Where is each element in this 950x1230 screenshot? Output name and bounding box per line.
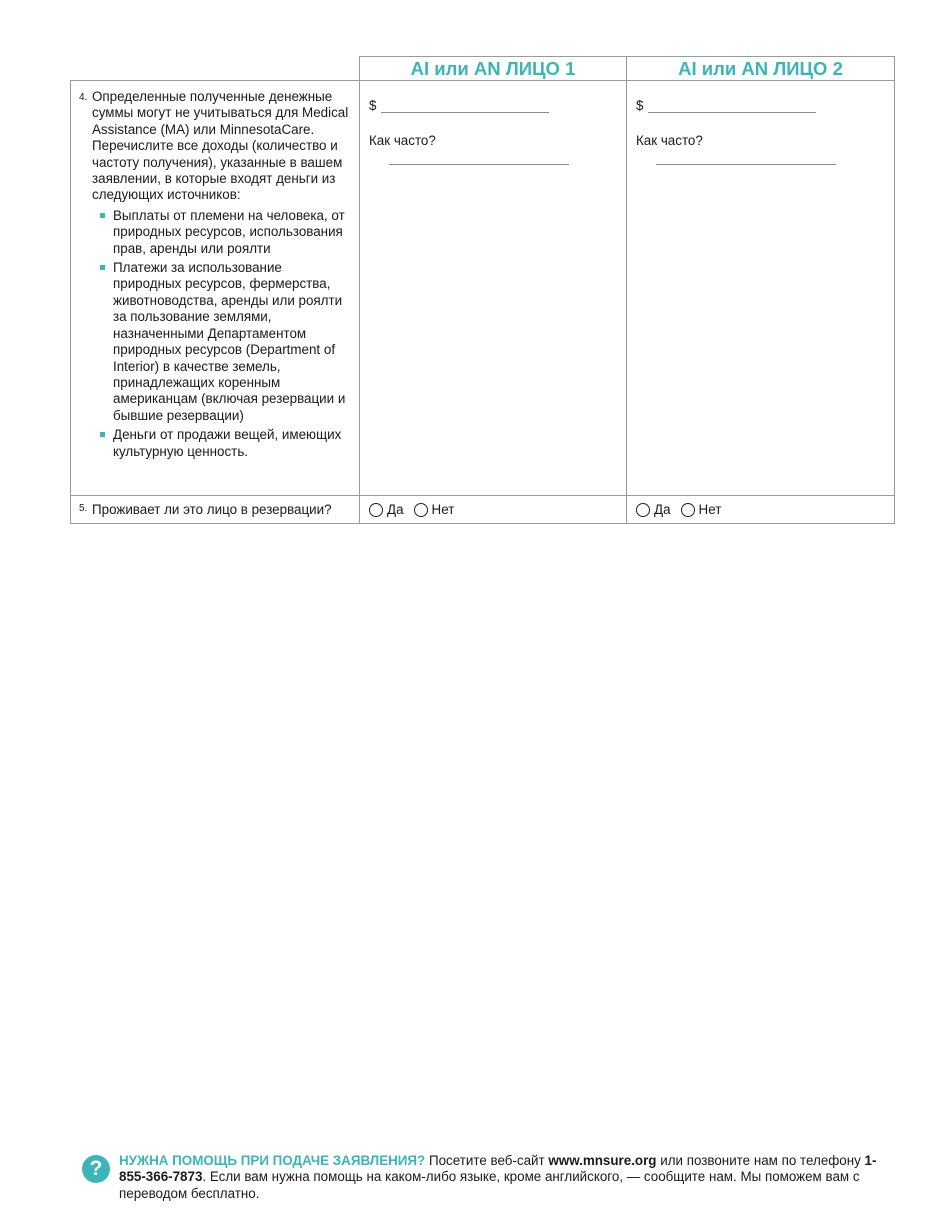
person-1-reservation-radio-group [369, 502, 618, 517]
no-label: Нет [431, 502, 455, 517]
radio-circle-icon[interactable] [681, 503, 695, 517]
bullet-square-icon [100, 213, 105, 218]
person-2-header: AI или AN ЛИЦО 2 [627, 57, 895, 81]
radio-circle-icon[interactable] [369, 503, 383, 517]
help-footer [82, 1153, 882, 1202]
person-2-frequency-label: Как часто? [636, 133, 703, 148]
person-2-no-option[interactable] [681, 502, 722, 517]
person-2-frequency-field[interactable] [656, 154, 836, 165]
question-icon: ? [82, 1155, 110, 1183]
question-4-text: Определенные полученные денежные суммы могут не учитываться для Medical Assistance (MA) или MinnesotaCare. Перечислите все доходы (количество и частоту получения), указанные в вашем заявлении, в которые входят деньги из следующих источников: [92, 89, 349, 203]
yes-label: Да [654, 502, 671, 517]
bullet-square-icon [100, 265, 105, 270]
list-item [100, 427, 353, 460]
question-5-number: 5. [79, 503, 88, 514]
income-source-list [79, 208, 353, 460]
person-1-yes-option[interactable] [369, 502, 404, 517]
no-label: Нет [698, 502, 722, 517]
website-link[interactable]: www.mnsure.org [548, 1153, 657, 1168]
person-1-income-cell [360, 81, 627, 496]
person-1-header: AI или AN ЛИЦО 1 [360, 57, 627, 81]
person-2-amount-field[interactable] [648, 98, 816, 113]
question-5-text: Проживает ли это лицо в резервации? [92, 502, 332, 517]
dollar-sign: $ [369, 98, 377, 113]
phone-number: 1-855-366-7873 [119, 1153, 877, 1185]
help-text-part: или позвоните нам по телефону [656, 1153, 865, 1168]
person-1-reservation-cell [360, 496, 627, 524]
bullet-text: Выплаты от племени на человека, от природных ресурсов, использования прав, аренды или роялти [113, 207, 345, 256]
ai-an-income-table [70, 56, 895, 524]
list-item [100, 208, 353, 257]
dollar-sign: $ [636, 98, 644, 113]
question-4-number: 4. [79, 92, 88, 103]
bullet-text: Платежи за использование природных ресурсов, фермерства, животноводства, аренды или роялти за пользование землями, назначенными Департаментом природных ресурсов (Department of Interior) в качестве земель, принадлежащих коренным американцам (включая резервации и бывшие резервации) [113, 260, 346, 423]
radio-circle-icon[interactable] [414, 503, 428, 517]
person-2-income-cell [627, 81, 895, 496]
question-5-cell [71, 496, 360, 524]
blank-header-cell [71, 57, 360, 81]
bullet-square-icon [100, 432, 105, 437]
person-1-frequency-field[interactable] [389, 154, 569, 165]
yes-label: Да [387, 502, 404, 517]
list-item [100, 260, 353, 424]
help-text-part: . Если вам нужна помощь на каком-либо языке, кроме английского, — сообщите нам. Мы поможем вам с переводом бесплатно. [119, 1169, 860, 1201]
question-4-cell [71, 81, 360, 496]
help-heading: НУЖНА ПОМОЩЬ ПРИ ПОДАЧЕ ЗАЯВЛЕНИЯ? [119, 1153, 426, 1168]
radio-circle-icon[interactable] [636, 503, 650, 517]
person-2-yes-option[interactable] [636, 502, 671, 517]
person-1-frequency-label: Как часто? [369, 133, 436, 148]
person-2-reservation-radio-group [636, 502, 886, 517]
person-1-amount-field[interactable] [381, 98, 549, 113]
person-2-reservation-cell [627, 496, 895, 524]
bullet-text: Деньги от продажи вещей, имеющих культурную ценность. [113, 427, 342, 459]
help-text [119, 1153, 882, 1202]
help-text-part: Посетите веб-сайт [425, 1153, 549, 1168]
person-1-no-option[interactable] [414, 502, 455, 517]
